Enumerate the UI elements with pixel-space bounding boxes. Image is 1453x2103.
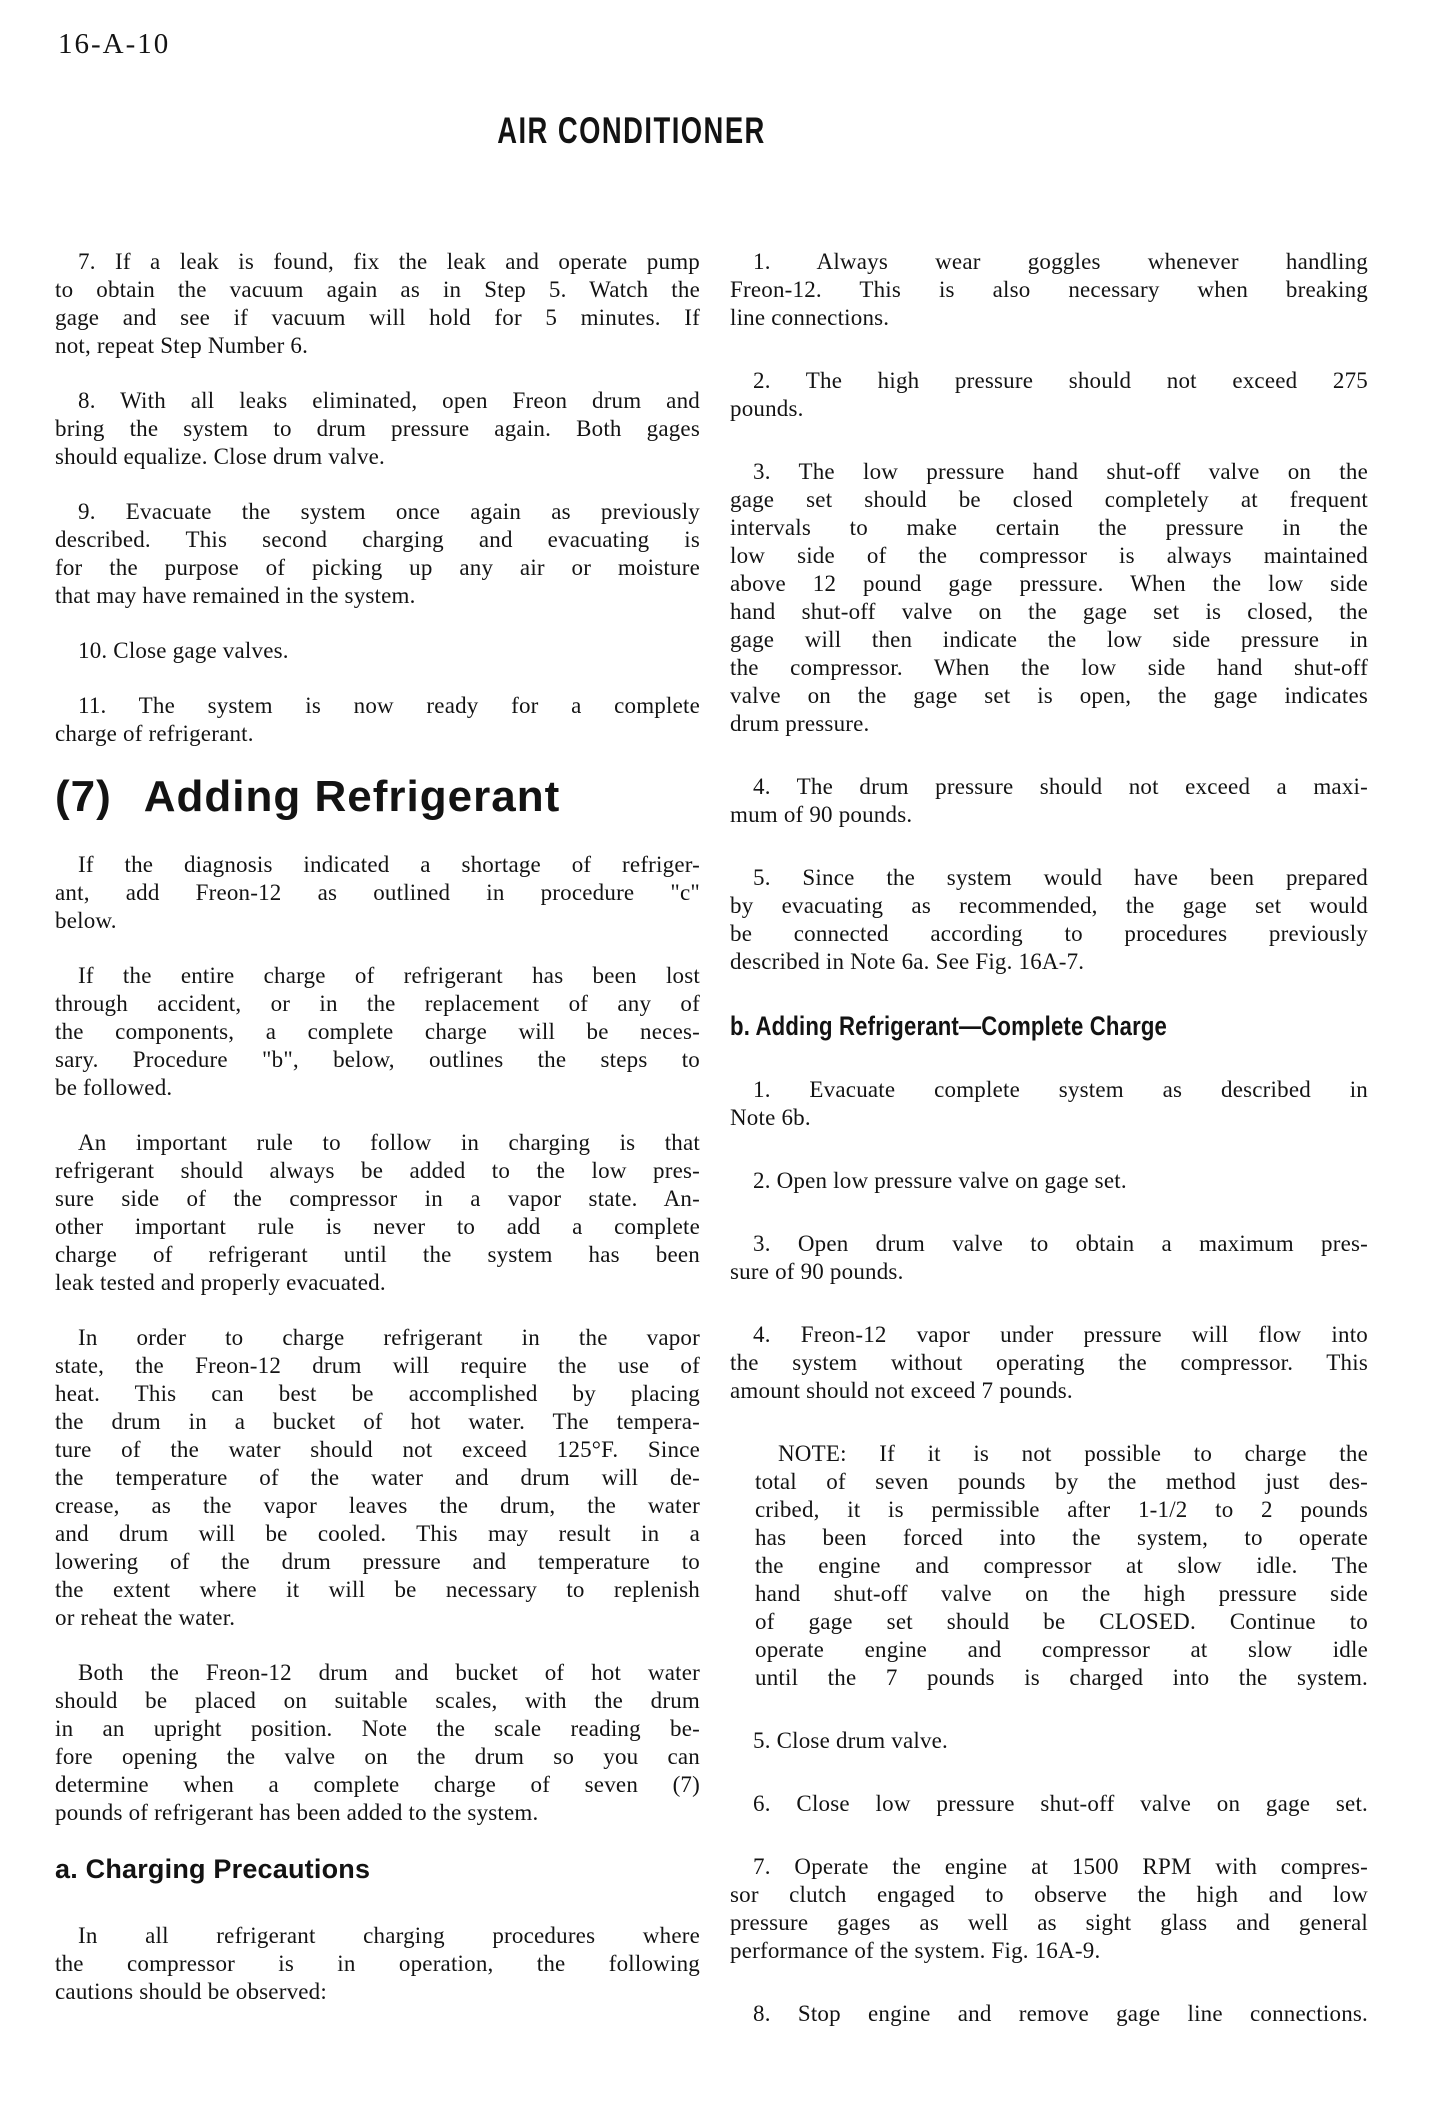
text-line: described in Note 6a. See Fig. 16A-7. [730,949,1085,974]
text-line: 5. Close drum valve. [753,1728,948,1753]
text-line: other important rule is never to add a complete [55,1214,700,1239]
text-line: the extent where it will be necessary to replenish [55,1577,700,1602]
text-line: should equalize. Close drum valve. [55,444,386,469]
paragraph [55,1324,700,1632]
text-line: cautions should be observed: [55,1979,327,2004]
text-line: 8. Stop engine and remove gage line connections. [753,2001,1368,2026]
paragraph [730,1853,1368,1965]
text-line: pressure gages as well as sight glass and general [730,1910,1368,1935]
text-line: If the entire charge of refrigerant has been lost [78,963,700,988]
text-line: 1. Always wear goggles whenever handling [753,249,1368,274]
text-line: drum pressure. [730,711,870,736]
paragraph [730,1167,1368,1195]
text-line: and drum will be cooled. This may result in a [55,1521,700,1546]
text-line: operate engine and compressor at slow idle [755,1637,1368,1662]
text-line: leak tested and properly evacuated. [55,1270,386,1295]
text-line: Both the Freon-12 drum and bucket of hot water [78,1660,700,1685]
text-line: determine when a complete charge of seven (7) [55,1772,700,1797]
text-line: has been forced into the system, to operate [755,1525,1368,1550]
section-number: (7) [55,772,112,821]
text-line: by evacuating as recommended, the gage set would [730,893,1368,918]
column-left [55,248,700,2033]
paragraph [55,498,700,610]
text-line: 7. Operate the engine at 1500 RPM with compres- [753,1854,1368,1879]
text-line: through accident, or in the replacement of any of [55,991,700,1016]
text-line: intervals to make certain the pressure in the [730,515,1368,540]
text-line: low side of the compressor is always maintained [730,543,1368,568]
paragraph [730,1727,1368,1755]
text-line: for the purpose of picking up any air or moisture [55,555,700,580]
text-line: 8. With all leaks eliminated, open Freon drum and [78,388,700,413]
text-line: of gage set should be CLOSED. Continue to [755,1609,1368,1634]
text-line: If the diagnosis indicated a shortage of refriger- [78,852,700,877]
text-line: fore opening the valve on the drum so you can [55,1744,700,1769]
text-line: ture of the water should not exceed 125°F. Since [55,1437,700,1462]
paragraph [55,387,700,471]
text-line: that may have remained in the system. [55,583,416,608]
paragraph [55,1659,700,1827]
paragraph [55,962,700,1102]
section-heading-label: Adding Refrigerant [143,772,561,821]
text-line: described. This second charging and evacuating is [55,527,700,552]
column-right [730,248,1368,2063]
text-line: sure side of the compressor in a vapor state. An- [55,1186,700,1211]
paragraph [55,1922,700,2006]
text-line: should be placed on suitable scales, with the drum [55,1688,700,1713]
paragraph [730,1230,1368,1286]
text-line: performance of the system. Fig. 16A-9. [730,1938,1101,1963]
text-line: 1. Evacuate complete system as described in [753,1077,1368,1102]
text-line: state, the Freon-12 drum will require the use of [55,1353,700,1378]
text-line: sor clutch engaged to observe the high and low [730,1882,1368,1907]
text-line: 3. Open drum valve to obtain a maximum pres- [753,1231,1368,1256]
text-line: ant, add Freon-12 as outlined in procedure "c" [55,880,700,905]
text-line: hand shut-off valve on the gage set is closed, the [730,599,1368,624]
text-line: 7. If a leak is found, fix the leak and operate pump [78,249,700,274]
text-line: charge of refrigerant. [55,721,254,746]
paragraph [730,773,1368,829]
text-line: gage and see if vacuum will hold for 5 minutes. If [55,305,700,330]
text-line: 10. Close gage valves. [78,638,289,663]
text-line: the system without operating the compressor. This [730,1350,1368,1375]
page-title: AIR CONDITIONER [496,110,766,151]
text-line: 11. The system is now ready for a complete [78,693,700,718]
text-line: 4. The drum pressure should not exceed a maxi- [753,774,1368,799]
text-line: mum of 90 pounds. [730,802,913,827]
text-line: to obtain the vacuum again as in Step 5. Watch the [55,277,700,302]
paragraph [730,1076,1368,1132]
text-line: or reheat the water. [55,1605,236,1630]
text-line: 4. Freon-12 vapor under pressure will flow into [753,1322,1368,1347]
text-line: 3. The low pressure hand shut-off valve on the [753,459,1368,484]
text-line: heat. This can best be accomplished by placing [55,1381,700,1406]
text-line: cribed, it is permissible after 1-1/2 to 2 pounds [755,1497,1368,1522]
text-line: lowering of the drum pressure and temperature to [55,1549,700,1574]
text-line: be followed. [55,1075,173,1100]
paragraph [730,1790,1368,1818]
subsection-heading [55,1854,700,1884]
page-number: 16-A-10 [58,28,171,60]
text-line: pounds of refrigerant has been added to the system. [55,1800,539,1825]
text-line: 2. The high pressure should not exceed 275 [753,368,1368,393]
paragraph [730,458,1368,738]
subsection-heading-label: a. Charging Precautions [55,1854,371,1884]
text-line: valve on the gage set is open, the gage indicates [730,683,1368,708]
paragraph [55,692,700,748]
text-line: Freon-12. This is also necessary when breaking [730,277,1368,302]
text-line: NOTE: If it is not possible to charge the [778,1441,1368,1466]
text-line: crease, as the vapor leaves the drum, the water [55,1493,700,1518]
text-line: An important rule to follow in charging is that [78,1130,700,1155]
text-line: refrigerant should always be added to the low pres- [55,1158,700,1183]
text-line: total of seven pounds by the method just des- [755,1469,1368,1494]
text-line: the drum in a bucket of hot water. The tempera- [55,1409,700,1434]
text-line: the compressor. When the low side hand shut-off [730,655,1368,680]
text-line: the temperature of the water and drum will de- [55,1465,700,1490]
paragraph [55,851,700,935]
text-line: In all refrigerant charging procedures where [78,1923,700,1948]
text-line: charge of refrigerant until the system has been [55,1242,700,1267]
paragraph [730,2000,1368,2028]
paragraph [730,864,1368,976]
title-wrap [0,110,1262,152]
text-line: amount should not exceed 7 pounds. [730,1378,1073,1403]
text-line: below. [55,908,117,933]
subsection-heading-label: b. Adding Refrigerant—Complete Charge [730,1011,1168,1041]
text-line: the components, a complete charge will be neces- [55,1019,700,1044]
text-line: sary. Procedure "b", below, outlines the steps to [55,1047,700,1072]
text-line: hand shut-off valve on the high pressure side [755,1581,1368,1606]
text-line: gage will then indicate the low side pressure in [730,627,1368,652]
text-line: line connections. [730,305,890,330]
paragraph [730,1321,1368,1405]
text-line: sure of 90 pounds. [730,1259,904,1284]
subsection-heading [730,1011,1368,1041]
note-paragraph [755,1440,1368,1692]
text-line: above 12 pound gage pressure. When the low side [730,571,1368,596]
text-line: the engine and compressor at slow idle. The [755,1553,1368,1578]
text-line: gage set should be closed completely at frequent [730,487,1368,512]
text-line: In order to charge refrigerant in the vapor [78,1325,700,1350]
text-line: pounds. [730,396,804,421]
text-line: 6. Close low pressure shut-off valve on gage set. [753,1791,1368,1816]
text-line: the compressor is in operation, the following [55,1951,700,1976]
text-line: not, repeat Step Number 6. [55,333,309,358]
text-line: 5. Since the system would have been prepared [753,865,1368,890]
text-line: bring the system to drum pressure again. Both gages [55,416,700,441]
text-line: Note 6b. [730,1105,811,1130]
paragraph [730,248,1368,332]
text-line: 2. Open low pressure valve on gage set. [753,1168,1127,1193]
paragraph [55,1129,700,1297]
section-heading [55,773,700,821]
text-line: 9. Evacuate the system once again as previously [78,499,700,524]
text-line: in an upright position. Note the scale reading be- [55,1716,700,1741]
text-line: until the 7 pounds is charged into the system. [755,1665,1368,1690]
paragraph [730,367,1368,423]
paragraph [55,248,700,360]
paragraph [55,637,700,665]
text-line: be connected according to procedures previously [730,921,1368,946]
